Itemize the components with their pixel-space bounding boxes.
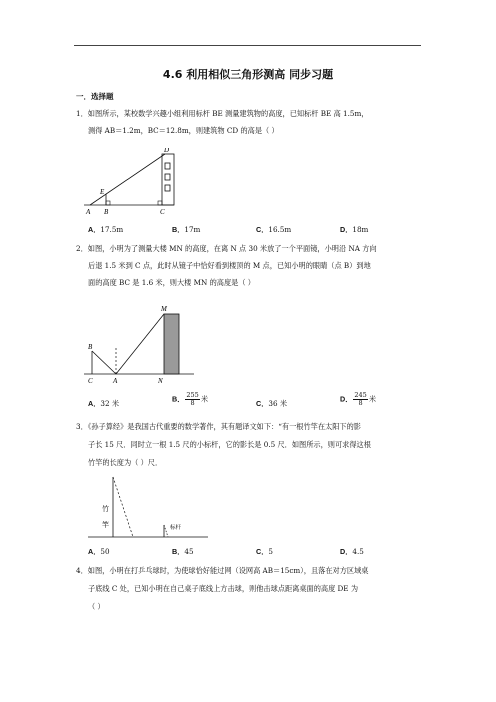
q3-line-3: 竹竿的长度为（ ）尺．	[88, 458, 163, 467]
q3-option-b[interactable]: B．45	[172, 547, 194, 556]
section-heading: 一．选择题	[76, 92, 114, 101]
q1-figure	[84, 148, 184, 218]
q2-line-3: 面的高度 BC 是 1.6 米，则大楼 MN 的高度是（ ）	[88, 278, 255, 287]
q2-option-d[interactable]: D． $\frac{245}{8}$ 米	[340, 391, 377, 407]
q4-line-2: 子底线 C 处，已知小明在自己桌子底线上方击球，则他击球点距离桌面的高度 DE 为	[88, 584, 359, 593]
fraction: $\frac{245}{8}$	[354, 391, 367, 407]
label-gan: 竿	[102, 521, 109, 529]
q2-option-a[interactable]: A．32 米	[88, 399, 120, 408]
label-a: A	[113, 377, 118, 384]
q3-line-2: 子长 15 尺．同时立一根 1.5 尺的小标杆，它的影长是 0.5 尺．如图所示，则可求得这根	[88, 440, 371, 449]
q1-line-2: 测得 AB＝1.2m，BC＝12.8m，则建筑物 CD 的高是（ ）	[88, 126, 279, 135]
label-d: D	[164, 148, 170, 154]
page-title: 4.6 利用相似三角形测高 同步习题	[162, 68, 334, 81]
label-n: N	[158, 377, 163, 384]
q3-option-a[interactable]: A．50	[88, 547, 110, 556]
q1-option-a[interactable]: A．17.5m	[88, 225, 124, 234]
label-c: C	[160, 208, 165, 216]
q1-option-d[interactable]: D．18m	[340, 225, 369, 234]
q2-option-b[interactable]: B． $\frac{255}{8}$ 米	[172, 391, 209, 407]
q3-figure	[88, 475, 208, 545]
label-m: M	[161, 305, 167, 313]
fraction: $\frac{255}{8}$	[186, 391, 199, 407]
q3-line-1: 3．《孙子算经》是我国古代重要的数学著作，其有题译文如下：“有一根竹竿在太阳下的影	[76, 422, 361, 431]
q4-line-1: 4．如图，小明在打乒乓球时，为使球恰好能过网（设网高 AB＝15cm），且落在对方区域桌	[76, 566, 369, 575]
label-e: E	[100, 188, 105, 196]
q1-option-c[interactable]: C．16.5m	[256, 225, 292, 234]
q1-option-b[interactable]: B．17m	[172, 225, 201, 234]
q2-figure	[84, 302, 194, 384]
label-b: B	[104, 208, 109, 216]
label-zhu: 竹	[102, 505, 109, 513]
label-a: A	[86, 208, 91, 216]
q2-line-2: 后退 1.5 米到 C 点，此时从镜子中恰好看到楼顶的 M 点，已知小明的眼睛（点 B）到地	[88, 261, 371, 270]
q2-line-1: 2．如图，小明为了测量大楼 MN 的高度，在离 N 点 30 米放了一个平面镜，小明沿 NA 方向	[76, 244, 377, 253]
header-rule	[74, 45, 421, 46]
label-c: C	[88, 377, 93, 384]
q3-option-c[interactable]: C．5	[256, 547, 273, 556]
label-b: B	[88, 343, 93, 351]
q2-option-c[interactable]: C．36 米	[256, 399, 288, 408]
label-biaogan: 标杆	[170, 525, 182, 531]
q3-option-d[interactable]: D．4.5	[340, 547, 364, 556]
q1-line-1: 1．如图所示，某校数学兴趣小组利用标杆 BE 测量建筑物的高度，已知标杆 BE 高 1.5m，	[76, 109, 369, 118]
q4-line-3: （ ）	[88, 602, 105, 611]
